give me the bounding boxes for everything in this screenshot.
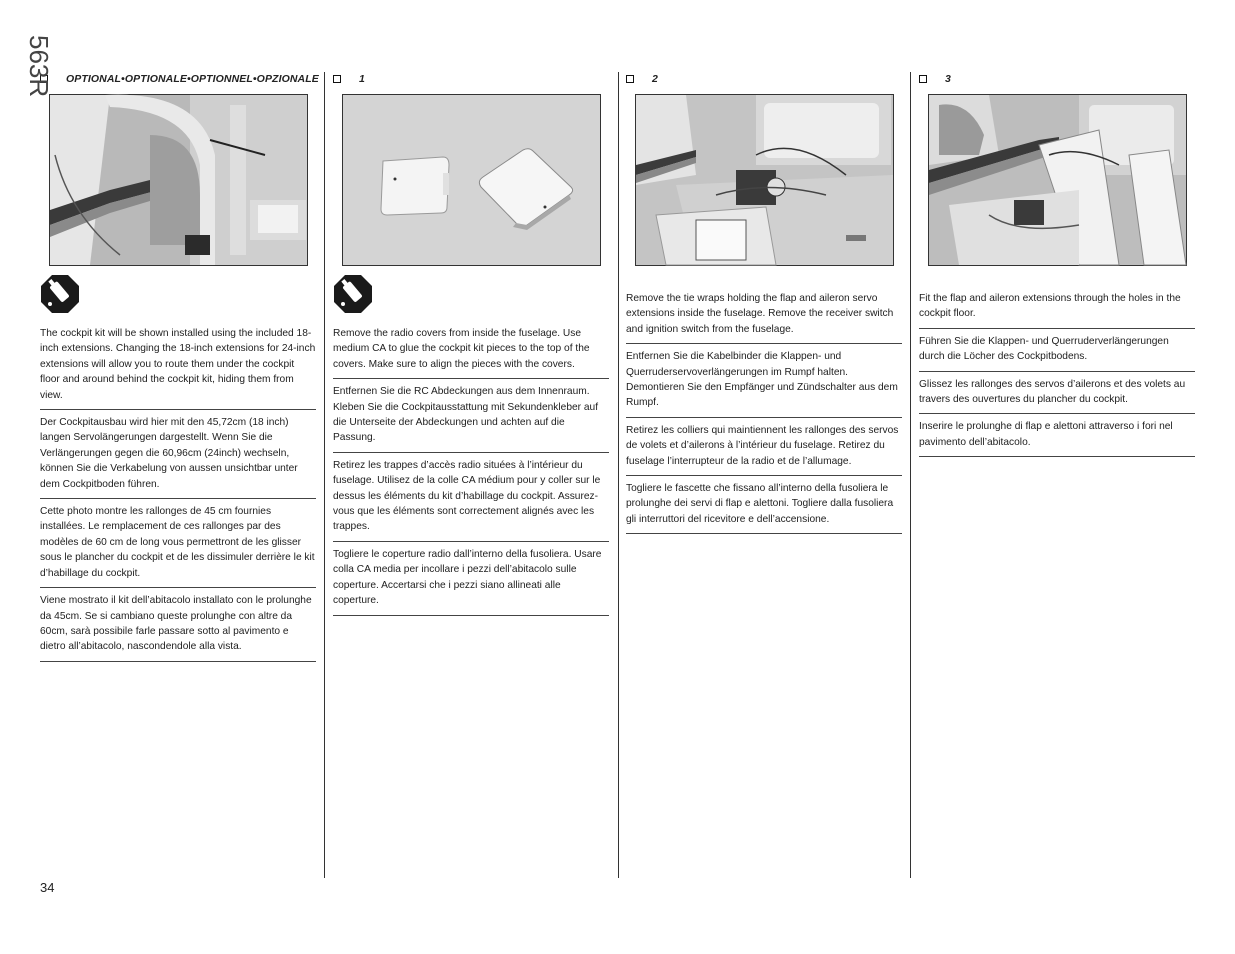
column-step-1 (333, 72, 609, 90)
ca-glue-bottle-icon (40, 274, 80, 314)
paragraph-fr: Retirez les trappes d’accès radio situées à l’intérieur du fuselage. Utilisez de la colle CA médium pour y coller sur le dessus les éléments du kit d’habillage du cockpit. Assurez-vous que les éléments sont correctement alignés avec les trappes. (333, 453, 609, 542)
paragraph-en: Fit the flap and aileron extensions through the holes in the cockpit floor. (919, 291, 1195, 329)
paragraph-en: Remove the radio covers from inside the fuselage. Use medium CA to glue the cockpit kit pieces to the top of the covers. Make sure to align the pieces with the covers. (333, 326, 609, 379)
ca-glue-bottle-icon (333, 274, 373, 314)
page-number: 34 (40, 880, 55, 895)
column-optional (40, 72, 319, 90)
paragraph-de: Entfernen Sie die Kabelbinder die Klappen- und Querruderservoverlängerungen im Rumpf halten. Demontieren Sie den Empfänger und Zündschalter aus dem Rumpf. (626, 344, 902, 418)
paragraph-en: Remove the tie wraps holding the flap and aileron servo extensions inside the fuselage. Remove the receiver switch and ignition switch from the fuselage. (626, 291, 902, 344)
paragraph-en: The cockpit kit will be shown installed using the included 18-inch extensions. Changing the 18-inch extensions for 24-inch extensions will allow you to route them under the cockpit floor and around behind the cockpit kit, hiding them from view. (40, 326, 316, 410)
checkbox-icon[interactable] (333, 75, 341, 83)
paragraph-it: Togliere le fascette che fissano all’interno della fusoliera le prolunghe dei servi di flap e alettoni. Togliere dalla fusoliera gli interruttori del ricevitore e dell’accensione. (626, 476, 902, 534)
step-heading (333, 72, 609, 90)
radio-covers-photo (342, 94, 601, 266)
optional-text-block (40, 326, 316, 662)
paragraph-it: Togliere le coperture radio dall’interno della fusoliera. Usare colla CA media per incollare i pezzi dell’abitacolo sulle coperture. Accertarsi che i pezzi siano allineati alle coperture. (333, 542, 609, 616)
checkbox-icon[interactable] (919, 75, 927, 83)
cockpit-floor-extensions-photo (928, 94, 1187, 266)
column-divider (618, 72, 619, 878)
column-step-3 (919, 72, 1195, 90)
column-divider (910, 72, 911, 878)
heading-text: 1 (359, 73, 365, 85)
paragraph-de: Der Cockpitausbau wird hier mit den 45,72cm (18 inch) langen Servolängerungen dargestellt. Wenn Sie die Verlängerungen gegen die 60,96cm (24inch) wechseln, können Sie die Verkabelung von aussen unsichtbar unter dem Cockpitboden führen. (40, 410, 316, 499)
paragraph-fr: Glissez les rallonges des servos d’ailerons et des volets au travers des ouvertures du plancher du cockpit. (919, 372, 1195, 415)
paragraph-fr: Cette photo montre les rallonges de 45 cm fournies installées. Le remplacement de ces rallonges par des modèles de 60 cm de long vous permettront de les glisser sous le plancher du cockpit et de les dissimuler derrière le kit d’habillage du cockpit. (40, 499, 316, 588)
paragraph-de: Führen Sie die Klappen- und Querruderverlängerungen durch die Löcher des Cockpitbodens. (919, 329, 1195, 372)
step-3-text-block (919, 291, 1195, 457)
step-heading (40, 72, 319, 90)
paragraph-de: Entfernen Sie die RC Abdeckungen aus dem Innenraum. Kleben Sie die Cockpitausstattung mit Sekundenkleber auf die Unterseite der Abdeckungen und achten auf die Passung. (333, 379, 609, 453)
paragraph-fr: Retirez les colliers qui maintiennent les rallonges des servos de volets et d’ailerons à l’intérieur du fuselage. Retirez du fuselage l’interrupteur de la radio et de l’allumage. (626, 418, 902, 476)
heading-text: OPTIONAL•OPTIONALE•OPTIONNEL•OPZIONALE (66, 73, 319, 85)
heading-text: 2 (652, 73, 658, 85)
step-heading (919, 72, 1195, 90)
step-2-text-block (626, 291, 902, 534)
column-divider (324, 72, 325, 878)
step-1-text-block (333, 326, 609, 616)
paragraph-it: Viene mostrato il kit dell’abitacolo installato con le prolunghe da 45cm. Se si cambiano queste prolunghe con altre da 60cm, sarà possibile farle passare sotto al pavimento e dietro all’abitacolo, nascondendole alla vista. (40, 588, 316, 662)
column-step-2 (626, 72, 902, 90)
fuselage-wiring-photo (635, 94, 894, 266)
svg-text:563R: 563R (24, 35, 54, 98)
checkbox-icon[interactable] (626, 75, 634, 83)
heading-text: 3 (945, 73, 951, 85)
step-heading (626, 72, 902, 90)
paragraph-it: Inserire le prolunghe di flap e alettoni attraverso i fori nel pavimento dell’abitacolo. (919, 414, 1195, 457)
